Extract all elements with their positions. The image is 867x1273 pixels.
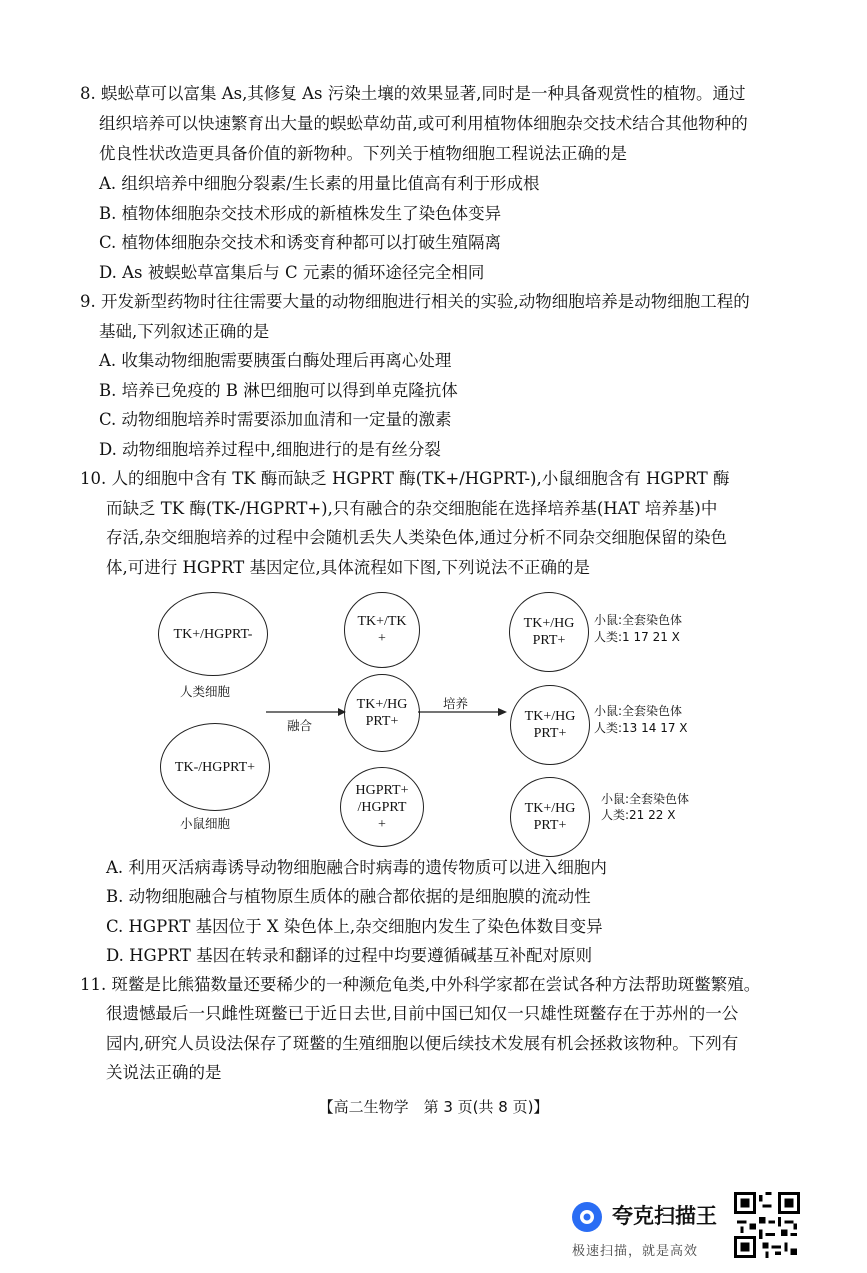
q10-option-d: D. HGPRT 基因在转录和翻译的过程中均要遵循碱基互补配对原则 — [106, 946, 593, 965]
hybrid-bot-circle: HGPRT+ /HGPRT + — [340, 767, 424, 847]
q10-option-a: A. 利用灭活病毒诱导动物细胞融合时病毒的遗传物质可以进入细胞内 — [106, 858, 607, 877]
q8-stem-line-2: 组织培养可以快速繁育出大量的蜈蚣草幼苗,或可利用植物体细胞杂交技术结合其他物种的 — [99, 114, 748, 133]
note-top-mouse: 小鼠:全套染色体 — [594, 613, 683, 627]
scanner-logo-icon — [570, 1200, 604, 1234]
q8-option-c: C. 植物体细胞杂交技术和诱变育种都可以打破生殖隔离 — [99, 233, 502, 252]
q11-stem-line-2: 很遗憾最后一只雌性斑鳖已于近日去世,目前中国已知仅一只雄性斑鳖存在于苏州的一公 — [106, 1004, 739, 1023]
q8-stem-line-1: 8. 蜈蚣草可以富集 As,其修复 As 污染土壤的效果显著,同时是一种具备观赏性的植物。通过 — [80, 84, 746, 103]
result-mid-circle: TK+/HG PRT+ — [510, 685, 590, 765]
culture-label: 培养 — [443, 696, 469, 711]
mouse-cell-circle: TK-/HGPRT+ — [160, 723, 270, 811]
q10-stem-line-3: 存活,杂交细胞培养的过程中会随机丢失人类染色体,通过分析不同杂交细胞保留的染色 — [106, 528, 727, 547]
q10-option-c: C. HGPRT 基因位于 X 染色体上,杂交细胞内发生了染色体数目变异 — [106, 917, 603, 936]
q9-stem-line-2: 基础,下列叙述正确的是 — [99, 322, 270, 341]
result-bot-circle: TK+/HG PRT+ — [510, 777, 590, 857]
note-bot-human: 人类:21 22 X — [601, 808, 676, 822]
q8-option-d: D. As 被蜈蚣草富集后与 C 元素的循环途径完全相同 — [99, 263, 485, 282]
note-mid-human: 人类:13 14 17 X — [594, 721, 688, 735]
result-top-circle: TK+/HG PRT+ — [509, 592, 589, 672]
hybrid-mid-circle: TK+/HG PRT+ — [344, 674, 420, 752]
q10-stem-line-2: 而缺乏 TK 酶(TK-/HGPRT+),只有融合的杂交细胞能在选择培养基(HAT 培养基)中 — [106, 499, 718, 518]
note-top-human: 人类:1 17 21 X — [594, 630, 680, 644]
note-bot-mouse: 小鼠:全套染色体 — [601, 792, 690, 806]
q8-stem-line-3: 优良性状改造更具备价值的新物种。下列关于植物细胞工程说法正确的是 — [99, 144, 627, 163]
scanner-tagline: 极速扫描，就是高效 — [572, 1244, 699, 1259]
q11-stem-line-4: 关说法正确的是 — [106, 1063, 222, 1082]
mouse-cell-label: 小鼠细胞 — [180, 816, 231, 831]
q10-stem-line-4: 体,可进行 HGPRT 基因定位,具体流程如下图,下列说法不正确的是 — [106, 558, 591, 577]
culture-arrow-head — [498, 708, 507, 716]
q11-stem-line-3: 园内,研究人员设法保存了斑鳖的生殖细胞以便后续技术发展有机会拯救该物种。下列有 — [106, 1034, 739, 1053]
q9-option-c: C. 动物细胞培养时需要添加血清和一定量的激素 — [99, 410, 452, 429]
qr-code-icon — [734, 1192, 800, 1258]
fuse-label: 融合 — [287, 718, 313, 733]
q8-option-b: B. 植物体细胞杂交技术形成的新植株发生了染色体变异 — [99, 204, 502, 223]
q9-option-b: B. 培养已免疫的 B 淋巴细胞可以得到单克隆抗体 — [99, 381, 458, 400]
q9-stem-line-1: 9. 开发新型药物时往往需要大量的动物细胞进行相关的实验,动物细胞培养是动物细胞工程的 — [80, 292, 750, 311]
q9-option-d: D. 动物细胞培养过程中,细胞进行的是有丝分裂 — [99, 440, 441, 459]
q9-option-a: A. 收集动物细胞需要胰蛋白酶处理后再离心处理 — [99, 351, 452, 370]
q11-stem-line-1: 11. 斑鳖是比熊猫数量还要稀少的一种濒危龟类,中外科学家都在尝试各种方法帮助斑鳖繁殖。 — [80, 975, 761, 994]
page-footer: 【高二生物学 第 3 页(共 8 页)】 — [318, 1098, 549, 1116]
note-mid-mouse: 小鼠:全套染色体 — [594, 704, 683, 718]
human-cell-label: 人类细胞 — [180, 684, 231, 699]
human-cell-circle: TK+/HGPRT- — [158, 592, 268, 676]
scanner-brand-name: 夸克扫描王 — [612, 1204, 717, 1228]
q8-option-a: A. 组织培养中细胞分裂素/生长素的用量比值高有利于形成根 — [99, 174, 540, 193]
q10-option-b: B. 动物细胞融合与植物原生质体的融合都依据的是细胞膜的流动性 — [106, 887, 591, 906]
hybrid-top-circle: TK+/TK + — [344, 592, 420, 668]
q10-stem-line-1: 10. 人的细胞中含有 TK 酶而缺乏 HGPRT 酶(TK+/HGPRT-),小鼠细胞含有 HGPRT 酶 — [80, 469, 730, 488]
